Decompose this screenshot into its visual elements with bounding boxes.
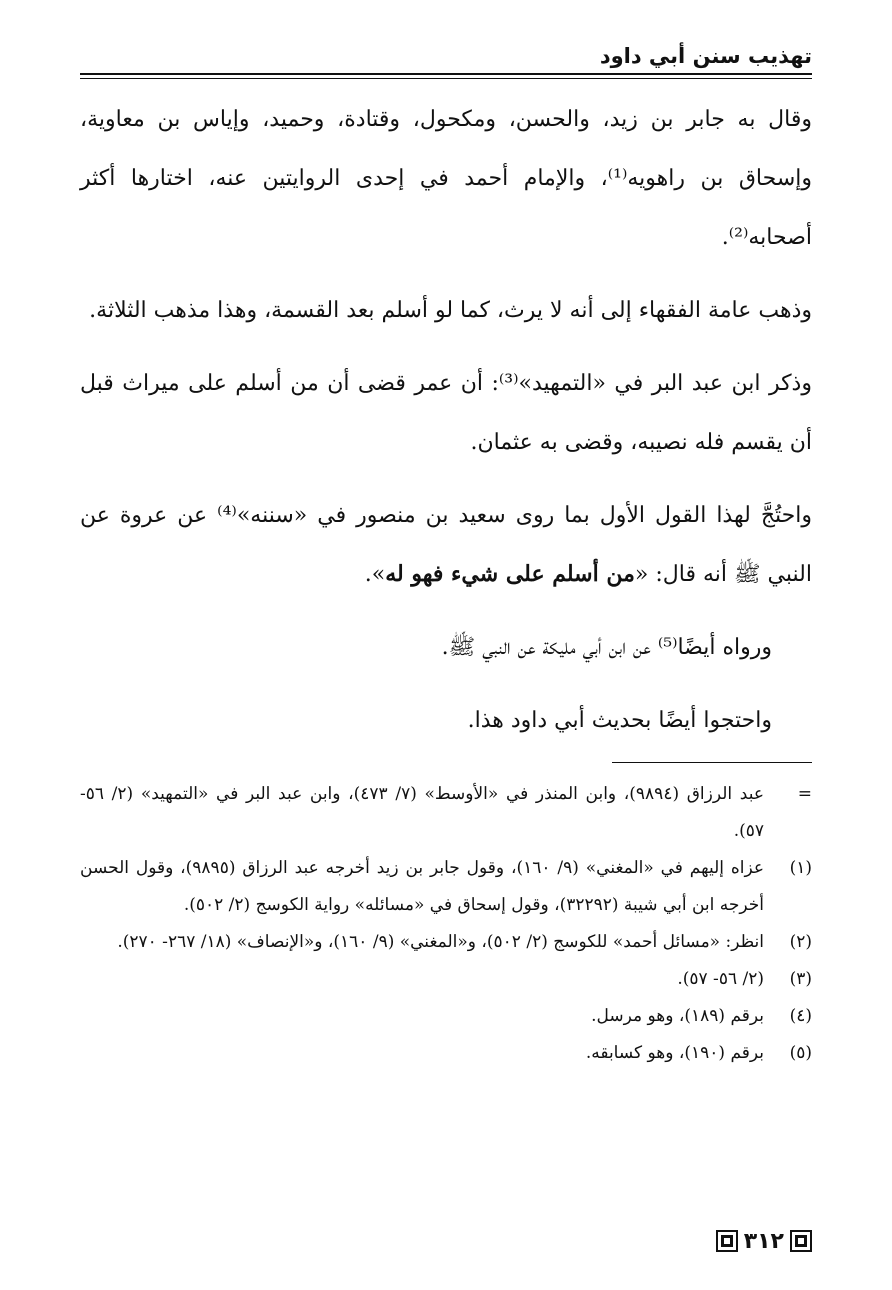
footnote-separator-line [612,762,812,763]
footnote-text: عبد الرزاق (٩٨٩٤)، وابن المنذر في «الأوسط» (٧/ ٤٧٣)، وابن عبد البر في «التمهيد» (٢/ ٥٦- ٥٧). [80,784,764,841]
header-title: تهذيب سنن أبي داود [599,44,812,68]
footnote-mark: (٣) [789,969,812,989]
square-ornament-icon [716,1230,738,1252]
paragraph-1: وقال به جابر بن زيد، والحسن، ومكحول، وقتادة، وحميد، وإياس بن معاوية، وإسحاق بن راهويه⁽¹⁾، والإمام أحمد في إحدى الروايتين عنه، اختارها أكثر أصحابه⁽²⁾. [80,107,813,250]
page-number: ٣١٢ [743,1228,784,1254]
footnote-4 [80,998,812,1035]
paragraph-4-end: ». [364,562,386,587]
footnote-mark: (١) [789,858,812,878]
footnote-continued [80,776,812,850]
square-ornament-icon [790,1230,812,1252]
paragraph-5: ورواه أيضًا⁽⁵⁾ عن ابن أبي مليكة عن النبي ﷺ. [441,635,772,660]
paragraph-4-start: واحتُجَّ لهذا القول الأول بما روى سعيد بن منصور في «سننه»⁽⁴⁾ عن عروة عن النبي ﷺ أنه قال: « [80,503,813,587]
footnote-mark: = [797,784,812,804]
footnote-text: برقم (١٩٠)، وهو كسابقه. [585,1043,764,1063]
footnote-1 [80,850,812,924]
footnote-text: (٢/ ٥٦- ٥٧). [677,969,764,989]
footnote-mark: (٢) [789,932,812,952]
footnote-text: انظر: «مسائل أحمد» للكوسج (٢/ ٥٠٢)، و«المغني» (٩/ ١٦٠)، و«الإنصاف» (١٨/ ٢٦٧- ٢٧٠). [117,932,764,952]
header-rule-thin [80,78,812,79]
paragraph-4 [80,486,812,604]
footnote-5 [80,1035,812,1072]
header-rule [80,73,812,75]
paragraph-6: واحتجوا أيضًا بحديث أبي داود هذا. [467,708,772,733]
paragraph-3: وذكر ابن عبد البر في «التمهيد»⁽³⁾: أن عمر قضى أن من أسلم على ميراث قبل أن يقسم فله نصيبه، وقضى به عثمان. [80,371,812,455]
footnote-mark: (٥) [789,1043,812,1063]
footnote-separator [80,762,812,763]
page-number-block [716,1226,812,1256]
footnote-3 [80,961,812,998]
footnote-2 [80,924,812,961]
footnote-mark: (٤) [789,1006,812,1026]
hadith-quote: من أسلم على شيء فهو له [385,561,635,587]
main-text [80,90,812,764]
footnotes [80,776,812,1072]
footnote-text: برقم (١٨٩)، وهو مرسل. [591,1006,764,1026]
footnote-text: عزاه إليهم في «المغني» (٩/ ١٦٠)، وقول جابر بن زيد أخرجه عبد الرزاق (٩٨٩٥)، وقول الحسن أخرجه ابن أبي شيبة (٣٢٢٩٢)، وقول إسحاق في «مسائله» رواية الكوسج (٢/ ٥٠٢). [80,858,764,915]
running-header [80,42,812,78]
paragraph-2: وذهب عامة الفقهاء إلى أنه لا يرث، كما لو أسلم بعد القسمة، وهذا مذهب الثلاثة. [89,298,812,323]
